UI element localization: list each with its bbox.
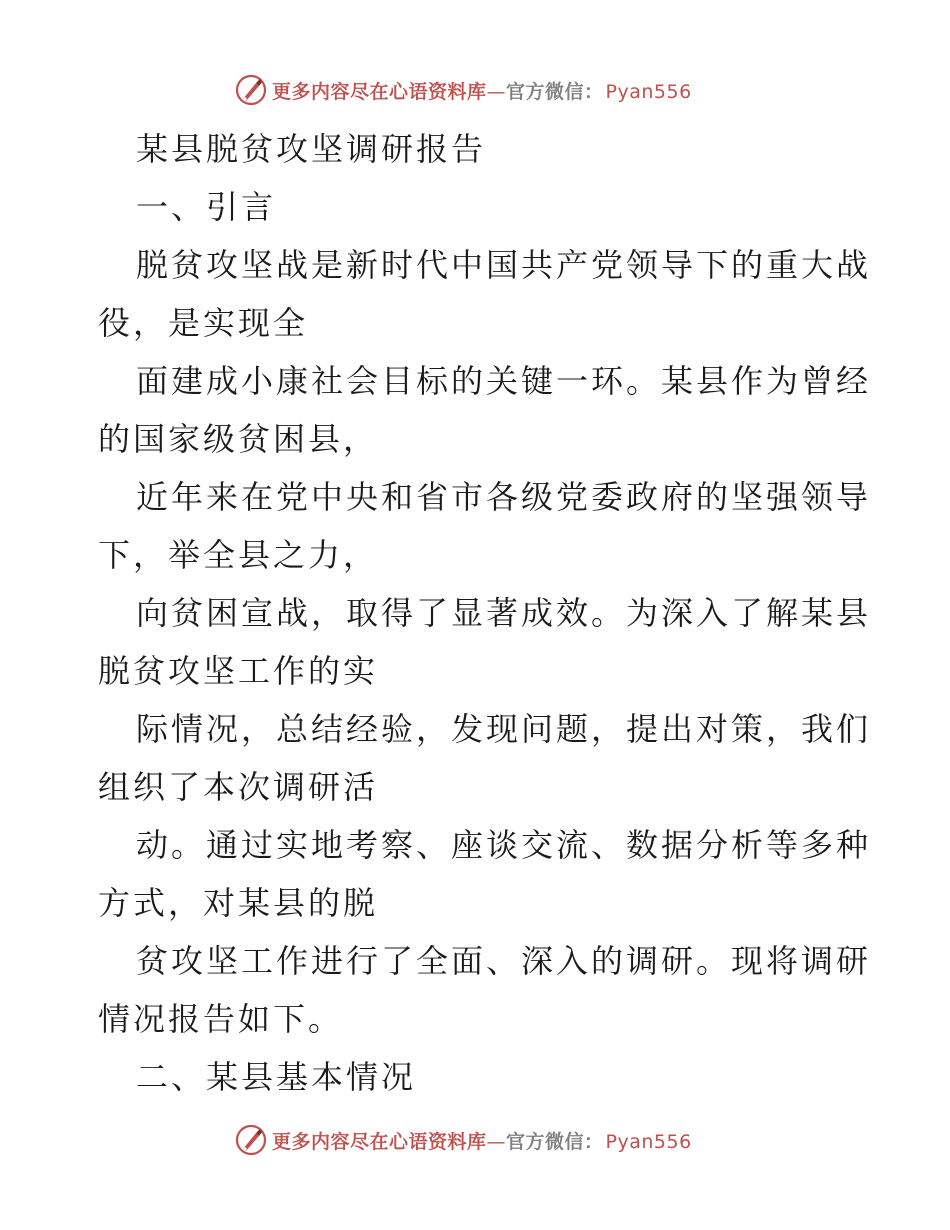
banner-wechat-label: 官方微信： xyxy=(506,80,604,103)
paragraph-line: 方式，对某县的脱 xyxy=(98,884,379,922)
paragraph-line: 面建成小康社会目标的关键一环。某县作为曾经 xyxy=(136,362,872,400)
document-title: 某县脱贫攻坚调研报告 xyxy=(136,130,487,168)
banner-site-name: 更多内容尽在心语资料库 xyxy=(272,80,487,103)
banner-wechat-label: 官方微信： xyxy=(506,1130,604,1153)
banner-separator: — xyxy=(486,80,507,103)
banner-site-name: 更多内容尽在心语资料库 xyxy=(272,1130,487,1153)
paragraph-line: 的国家级贫困县， xyxy=(98,420,379,458)
paragraph-line: 情况报告如下。 xyxy=(98,1000,344,1038)
section-heading-intro: 一、引言 xyxy=(136,188,277,226)
banner-wechat-id: Pyan556 xyxy=(605,1130,692,1153)
paragraph-line: 向贫困宣战，取得了显著成效。为深入了解某县 xyxy=(136,594,872,632)
header-banner xyxy=(234,72,754,108)
footer-banner xyxy=(234,1122,754,1158)
pen-logo-icon xyxy=(234,73,268,107)
section-heading-basic-info: 二、某县基本情况 xyxy=(136,1058,417,1096)
document-body xyxy=(98,120,872,1106)
banner-separator: — xyxy=(486,1130,507,1153)
paragraph-line: 役，是实现全 xyxy=(98,304,309,342)
paragraph-line: 动。通过实地考察、座谈交流、数据分析等多种 xyxy=(136,826,872,864)
paragraph-line: 贫攻坚工作进行了全面、深入的调研。现将调研 xyxy=(136,942,872,980)
paragraph-line: 近年来在党中央和省市各级党委政府的坚强领导 xyxy=(136,478,872,516)
paragraph-line: 脱贫攻坚战是新时代中国共产党领导下的重大战 xyxy=(136,246,872,284)
pen-logo-icon xyxy=(234,1123,268,1157)
paragraph-line: 际情况，总结经验，发现问题，提出对策，我们 xyxy=(136,710,872,748)
paragraph-line: 组织了本次调研活 xyxy=(98,768,379,806)
paragraph-line: 下，举全县之力， xyxy=(98,536,379,574)
banner-wechat-id: Pyan556 xyxy=(605,80,692,103)
paragraph-line: 脱贫攻坚工作的实 xyxy=(98,652,379,690)
